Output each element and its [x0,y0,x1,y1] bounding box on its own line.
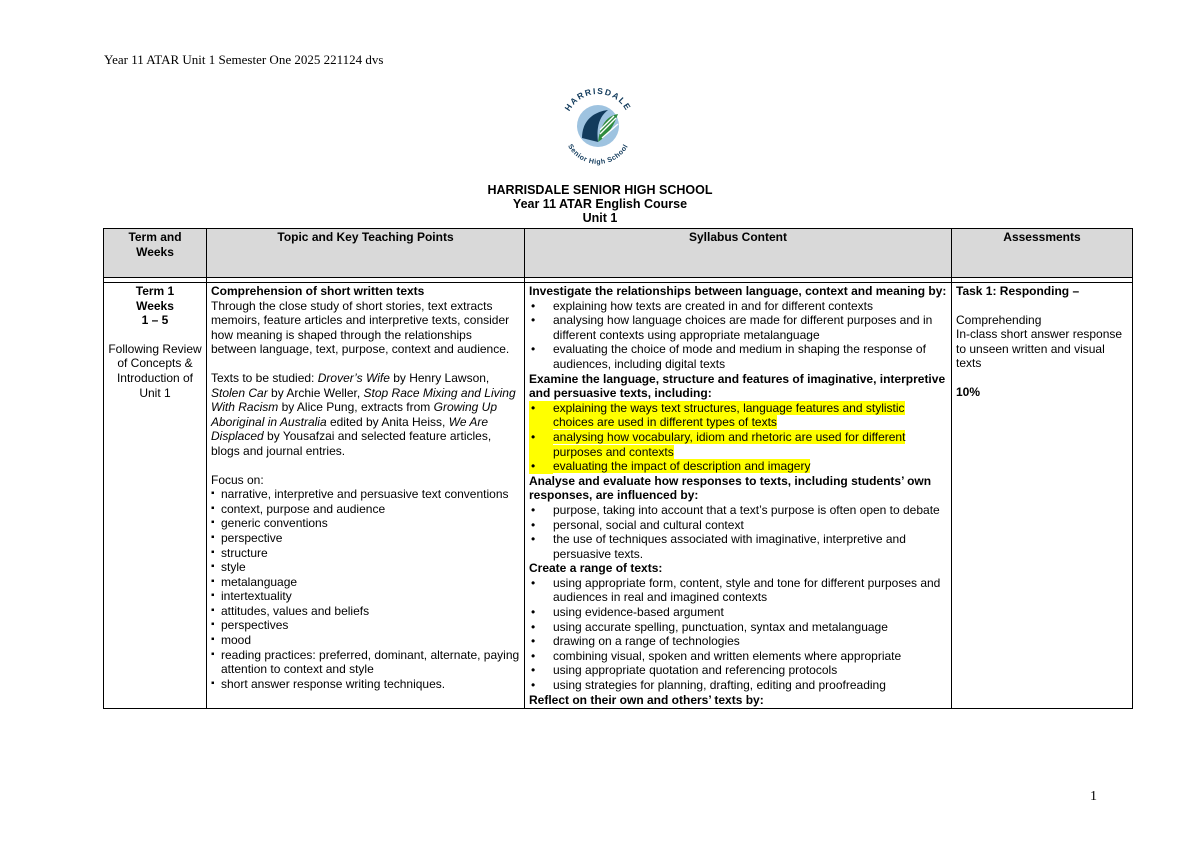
list-item: ▪ narrative, interpretive and persuasive text conventions [211,487,520,502]
term-cell [104,283,207,709]
list-item: ▪ metalanguage [211,575,520,590]
syllabus-list-1 [529,299,947,372]
weeks-label: Weeks [136,298,174,313]
list-item: ▪ perspectives [211,618,520,633]
assessment-cell [952,283,1133,709]
list-item-highlighted: • explaining the ways text structures, language features and stylistic choices are used in different types of texts [529,401,947,430]
unit-title: Unit 1 [582,211,618,225]
list-item: ▪ context, purpose and audience [211,502,520,517]
list-item: ▪ intertextuality [211,589,520,604]
logo-top-text: HARRISDALE [562,86,634,113]
header-term-weeks: Term and Weeks [104,229,207,278]
list-item-highlighted: • analysing how vocabulary, idiom and rhetoric are used for different purposes and contexts [529,430,947,459]
list-item: • the use of techniques associated with imaginative, interpretive and persuasive texts. [529,532,947,561]
list-item: • using evidence-based argument [529,605,947,620]
syllabus-list-3 [529,503,947,561]
school-logo [556,86,640,166]
list-item: ▪ short answer response writing techniques. [211,677,520,692]
list-item: • combining visual, spoken and written elements where appropriate [529,649,947,664]
syllabus-table [103,228,1133,709]
topic-cell [207,283,525,709]
list-item: ▪ attitudes, values and beliefs [211,604,520,619]
syllabus-heading-3: Analyse and evaluate how responses to texts, including students’ own responses, are influenced by: [529,473,932,503]
course-title: Year 11 ATAR English Course [512,197,688,211]
list-item: • analysing how language choices are made for different purposes and in different contexts using appropriate metalanguage [529,313,947,342]
list-item-highlighted: • evaluating the impact of description and imagery [529,459,947,474]
syllabus-cell [525,283,952,709]
focus-label: Focus on: [211,472,264,487]
topic-heading: Comprehension of short written texts [211,284,425,298]
syllabus-list-4 [529,576,947,693]
list-item: • using strategies for planning, drafting, editing and proofreading [529,678,947,693]
list-item: • using accurate spelling, punctuation, syntax and metalanguage [529,620,947,635]
list-item: ▪ style [211,560,520,575]
logo-bottom-text: Senior High School [566,143,630,166]
weeks-range: 1 – 5 [141,313,169,328]
texts-studied: Texts to be studied: Drover’s Wife by Henry Lawson, Stolen Car by Archie Weller, Stop Race Mixing and Living With Racism by Alice Pung, extracts from Growing Up Aboriginal in Australia edited by Anita Heiss, We Are Displaced by Yousafzai and selected feature articles, blogs and journal entries. [211,370,516,458]
list-item: • purpose, taking into account that a text’s purpose is often open to debate [529,503,947,518]
assessment-description: In-class short answer response to unseen written and visual texts [956,327,1123,371]
focus-list [211,487,520,691]
running-header: Year 11 ATAR Unit 1 Semester One 2025 221124 dvs [104,52,384,67]
syllabus-heading-1: Investigate the relationships between language, context and meaning by: [529,284,947,298]
syllabus-heading-2: Examine the language, structure and features of imaginative, interpretive and persuasive texts, including: [529,371,946,401]
document-titles [0,183,1200,225]
syllabus-list-2 [529,401,947,474]
list-item: ▪ generic conventions [211,516,520,531]
list-item: ▪ mood [211,633,520,648]
page-number: 1 [1090,789,1097,804]
list-item: • evaluating the choice of mode and medium in shaping the response of audiences, including digital texts [529,342,947,371]
list-item: • using appropriate quotation and referencing protocols [529,663,947,678]
header-syllabus: Syllabus Content [525,229,952,278]
list-item: ▪ structure [211,546,520,561]
topic-intro: Through the close study of short stories, text extracts memoirs, feature articles and interpretive texts, consider how meaning is shaped through the relationships between language, text, purpose, context and audience. [211,298,510,357]
term-note: Following Review of Concepts & Introduction of Unit 1 [108,341,202,400]
list-item: • explaining how texts are created in and for different contexts [529,299,947,314]
assessment-type: Comprehending [956,312,1042,327]
syllabus-heading-4: Create a range of texts: [529,561,663,576]
table-row [104,283,1133,709]
list-item: ▪ perspective [211,531,520,546]
header-assessments: Assessments [952,229,1133,278]
assessment-weight: 10% [956,384,981,399]
list-item: • using appropriate form, content, style and tone for different purposes and audiences in real and imagined contexts [529,576,947,605]
list-item: • personal, social and cultural context [529,518,947,533]
term-label: Term 1 [135,284,175,298]
table-header-row [104,229,1133,278]
list-item: • drawing on a range of technologies [529,634,947,649]
assessment-task: Task 1: Responding – [956,284,1080,298]
header-topic: Topic and Key Teaching Points [207,229,525,278]
syllabus-heading-5: Reflect on their own and others’ texts by: [529,692,764,707]
list-item: ▪ reading practices: preferred, dominant, alternate, paying attention to context and style [211,648,520,677]
school-name: HARRISDALE SENIOR HIGH SCHOOL [487,183,713,197]
